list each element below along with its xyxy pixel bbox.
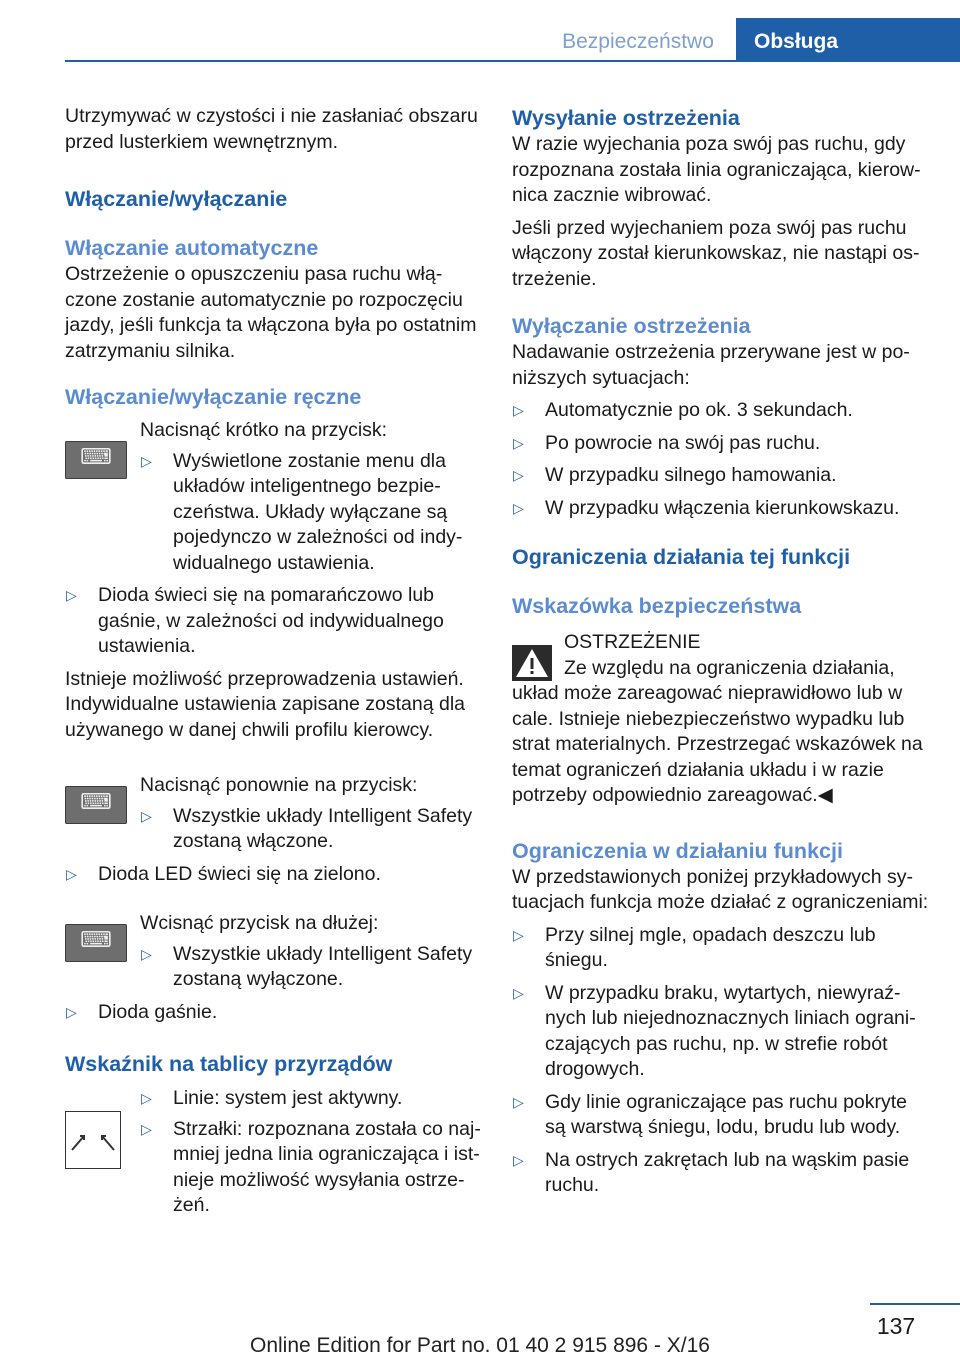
list-item: ▷ Linie: system jest aktywny. — [140, 1086, 485, 1112]
list-item: ▷ Po powrocie na swój pas ruchu. — [512, 431, 932, 457]
list-item: ▷ Dioda LED świeci się na zielono. — [65, 862, 485, 888]
warning-triangle-icon — [512, 645, 552, 681]
press3-text: Wcisnąć przycisk na dłużej: — [140, 912, 379, 934]
bullet-triangle-icon: ▷ — [66, 865, 77, 882]
send-text-2: Jeśli przed wyjechaniem poza swój pas ruchu włączony został kierunkowskaz, nie nastąpi ostrzeżenie. — [512, 216, 920, 290]
press2-list — [140, 804, 485, 855]
assist-button-icon: ⌨ — [65, 441, 127, 479]
list-item: ▷ Dioda gaśnie. — [65, 1000, 485, 1026]
list-item: ▷ W przypadku włączenia kierunkowskazu. — [512, 496, 932, 522]
list-item: ▷ Dioda świeci się na pomarańczowo lub gaśnie, w zależności od indywidualnego ustawienia. — [66, 584, 444, 657]
heading-auto: Włączanie automatyczne — [65, 236, 319, 260]
bullet-triangle-icon: ▷ — [513, 467, 524, 483]
bullet-triangle-icon: ▷ — [66, 1003, 77, 1020]
list-item: ▷ Strzałki: rozpoznana została co najmniej jedna linia ograniczająca i istnieje możliwość wysyłania ostrzeżeń. — [141, 1117, 481, 1216]
led2-list — [65, 862, 485, 888]
send-text-1: W razie wyjechania poza swój pas ruchu, gdy rozpoznana została linia ograniczająca, kierownica zacznie wibrować. — [512, 133, 921, 206]
auto-text: Ostrzeżenie o opuszczeniu pasa ruchu włączone zostanie automatycznie po rozpoczęciu jazdy, jeśli funkcja ta włączona była po ostatnim zatrzymaniu silnika. — [65, 263, 477, 362]
bullet-triangle-icon: ▷ — [141, 452, 152, 469]
heading-safety: Wskazówka bezpieczeństwa — [512, 594, 802, 618]
heading-limits-2: Ograniczenia w działaniu funkcji — [512, 838, 843, 863]
heading-onoff: Włączanie/wyłączanie — [65, 187, 288, 211]
list-item: ▷ Przy silnej mgle, opadach deszczu lub śniegu. — [513, 923, 876, 971]
bullet-triangle-icon: ▷ — [513, 402, 524, 418]
led3-list — [65, 1000, 485, 1026]
heading-limits: Ograniczenia działania tej funkcji — [512, 545, 851, 569]
press3-block — [65, 911, 485, 993]
bullet-triangle-icon: ▷ — [513, 499, 524, 516]
bullet-triangle-icon: ▷ — [141, 1090, 152, 1106]
press1-block — [65, 418, 485, 576]
right-column — [512, 104, 932, 1199]
header-section-tab: Bezpieczeństwo — [562, 30, 714, 53]
limits-list — [512, 923, 932, 1199]
led1-list — [65, 583, 485, 660]
assist-button-icon: ⌨ — [65, 924, 127, 962]
header-rule — [65, 60, 960, 62]
footer-edition: Online Edition for Part no. 01 40 2 915 896 - X/16 — [250, 1334, 710, 1357]
off-list — [512, 398, 932, 521]
intro-text: Utrzymywać w czystości i nie zasłaniać obszaru przed lusterkiem wewnętrznym. — [65, 105, 478, 153]
list-item: ▷ Wyświetlone zostanie menu dla układów inteligentnego bezpieczeństwa. Układy wyłączane są pojedynczo w zależności od indywidualnego ustawienia. — [141, 449, 463, 574]
warning-title-block — [512, 630, 932, 656]
settings-text: Istnieje możliwość przeprowadzenia ustawień. Indywidualne ustawienia zapisane zostaną dla używanego w danej chwili profilu kierowcy. — [65, 667, 466, 741]
bullet-triangle-icon: ▷ — [513, 984, 524, 1001]
list-item: ▷ Automatycznie po ok. 3 sekundach. — [512, 398, 932, 424]
press3-list — [140, 942, 485, 993]
heading-send: Wysyłanie ostrzeżenia — [512, 106, 740, 130]
press2-block — [65, 773, 485, 855]
header-chapter-tab: Obsługa — [736, 18, 960, 62]
bullet-triangle-icon: ▷ — [513, 1151, 524, 1168]
footer-rule — [870, 1303, 960, 1305]
list-item: ▷ Na ostrych zakrętach lub na wąskim pasie ruchu. — [513, 1148, 910, 1196]
warning-text: Ze względu na ograniczenia działania, układ może zareagować nieprawidłowo lub w cale. Istnieje niebezpieczeństwo wypadku lub strat materialnych. Przestrzegać wskazówek na temat ograniczeń działania układu i w razie potrzeby odpowiednio zareagować.◀ — [512, 656, 923, 806]
list-item: ▷ Gdy linie ograniczające pas ruchu pokryte są warstwą śniegu, lodu, brudu lub wody. — [513, 1090, 908, 1138]
heading-manual: Włączanie/wyłączanie ręczne — [65, 385, 362, 409]
press2-text: Nacisnąć ponownie na przycisk: — [140, 774, 418, 796]
heading-off: Wyłączanie ostrzeżenia — [512, 314, 751, 338]
left-column — [65, 104, 485, 1219]
bullet-triangle-icon: ▷ — [141, 1120, 152, 1137]
lane-indicator-icon — [65, 1111, 121, 1169]
list-item: ▷ Wszystkie układy Intelligent Safety zostaną włączone. — [141, 804, 473, 852]
off-text: Nadawanie ostrzeżenia przerywane jest w poniższych sytuacjach: — [512, 341, 910, 389]
press1-text: Nacisnąć krótko na przycisk: — [140, 419, 388, 441]
bullet-triangle-icon: ▷ — [141, 807, 152, 824]
heading-indicator: Wskaźnik na tablicy przyrządów — [65, 1052, 393, 1076]
bullet-triangle-icon: ▷ — [513, 434, 524, 451]
list-item: ▷ Wszystkie układy Intelligent Safety zostaną wyłączone. — [141, 942, 473, 990]
bullet-triangle-icon: ▷ — [513, 1093, 524, 1110]
press1-list — [140, 449, 485, 577]
page-number: 137 — [876, 1313, 916, 1339]
bullet-triangle-icon: ▷ — [141, 945, 152, 962]
list-item: ▷ W przypadku braku, wytartych, niewyraźnych lub niejednoznacznych liniach ograniczających pas ruchu, np. w strefie robót drogowych. — [513, 981, 916, 1080]
assist-button-icon: ⌨ — [65, 786, 127, 824]
warning-title: OSTRZEŻENIE — [564, 631, 701, 653]
limits-text: W przedstawionych poniżej przykładowych sytuacjach funkcja może działać z ograniczeniami: — [512, 865, 929, 913]
indicator-list — [65, 1086, 485, 1219]
list-item: ▷ W przypadku silnego hamowania. — [512, 463, 932, 489]
bullet-triangle-icon: ▷ — [513, 926, 524, 943]
bullet-triangle-icon: ▷ — [66, 587, 77, 603]
